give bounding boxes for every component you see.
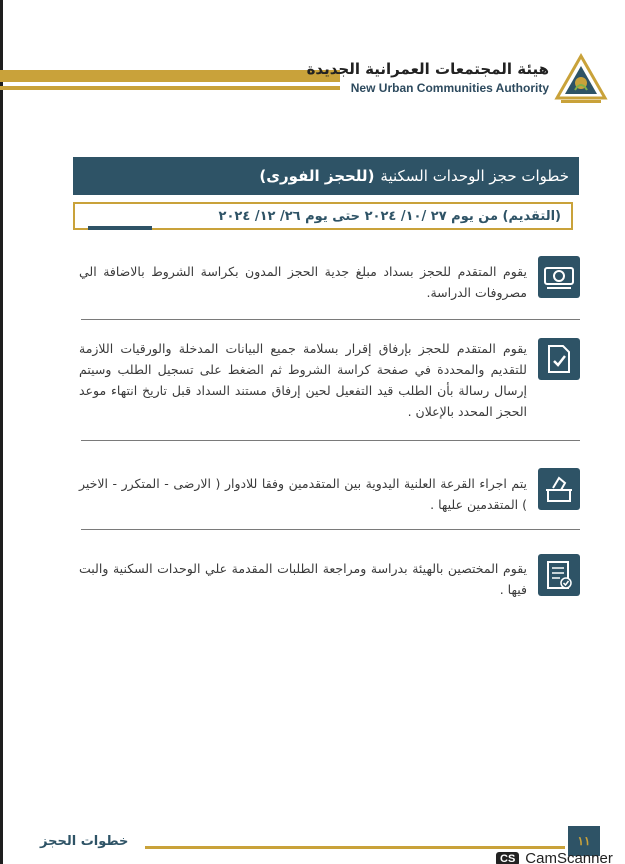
step-3-text: يتم اجراء القرعة العلنية اليدوية بين المتقدمين وفقا للادوار ( الارضى - المتكرر - الاخير ) المتقدمين عليها . [79,476,527,512]
date-underline [88,226,152,230]
title-main: خطوات حجز الوحدات السكنية [380,167,569,185]
watermark-text: CamScanner [525,850,613,864]
authority-logo-icon [553,52,609,108]
footer-section-title: خطوات الحجز [40,834,129,849]
separator [81,440,580,441]
step-1-text: يقوم المتقدم للحجز بسداد مبلغ جدية الحجز المدون بكراسة الشروط بالاضافة الي مصروفات الدراسة. [79,264,527,300]
camscanner-watermark [496,850,613,864]
watermark-badge: CS [496,852,519,864]
cash-icon [538,256,580,298]
step-4-text: يقوم المختصين بالهيئة بدراسة ومراجعة الطلبات المقدمة علي الوحدات السكنية والبت فيها . [79,561,527,597]
title-highlight: (للحجز الفورى) [259,167,375,185]
separator [81,529,580,530]
header-gold-bar [0,70,340,82]
page-number: ١١ [568,826,600,856]
header-gold-underline [0,86,340,90]
document-check-icon [538,338,580,380]
page-title [73,157,579,195]
step-2-text: يقوم المتقدم للحجز بإرفاق إقرار بسلامة جميع البيانات المدخلة والورقيات اللازمة للتقديم والمحددة في صفحة كراسة الشروط ثم الضغط على تسجيل الطلب وسيتم إرسال رسالة بأن الطلب قيد التفعيل لحين إرفاق مستند السداد قبل تاريخ انتهاء موعد الحجز المحدد بالإعلان . [79,341,527,419]
ballot-box-icon [538,468,580,510]
checklist-icon [538,554,580,596]
org-name-arabic: هيئة المجتمعات العمرانية الجديدة [306,60,549,78]
page-edge [0,0,3,864]
footer-gold-line [145,846,565,849]
date-range: (التقديم) من يوم ٢٧ /١٠/ ٢٠٢٤ حتى يوم ٢٦/ ١٢/ ٢٠٢٤ [73,202,573,230]
separator [81,319,580,320]
org-name-english: New Urban Communities Authority [350,81,549,95]
